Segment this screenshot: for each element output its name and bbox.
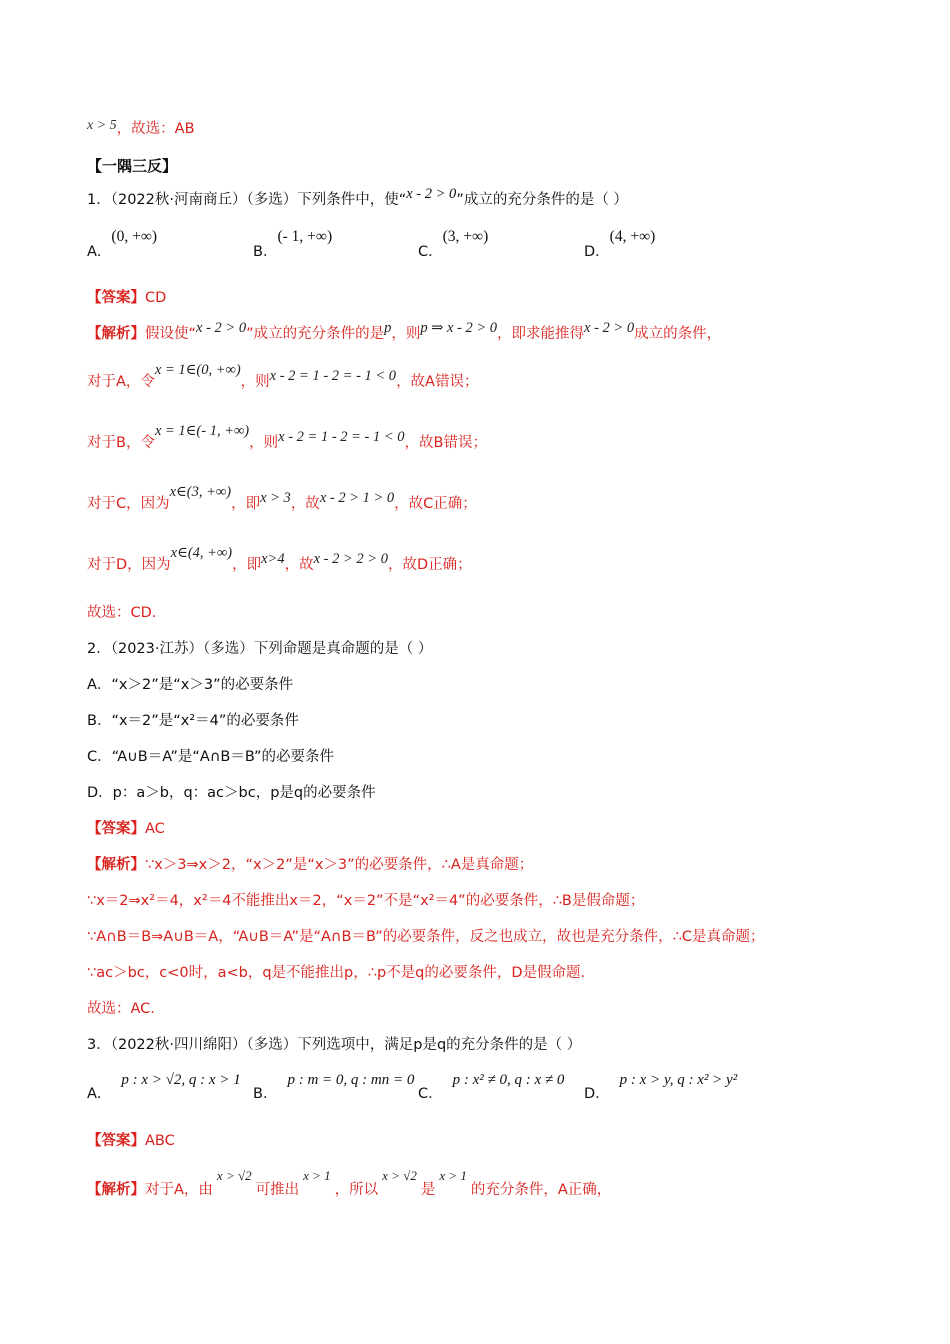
- question-1-analysis-b: 对于B，令x = 1∈(- 1, +∞)，则x - 2 = 1 - 2 = - 1 < 0，故B错误；: [87, 423, 487, 451]
- conclusion-text: ，故选：AB: [116, 121, 195, 137]
- question-1-conclusion: 故选：CD.: [87, 605, 157, 621]
- question-1-analysis-c: 对于C，因为x∈(3, +∞)，即x > 3，故x - 2 > 1 > 0，故C正确；: [87, 484, 477, 512]
- analysis-tag: 【解析】: [87, 857, 145, 873]
- question-1-analysis-d: 对于D，因为x∈(4, +∞)，即x>4，故x - 2 > 2 > 0，故D正确；: [87, 545, 472, 573]
- math-expression: (4, +∞): [609, 228, 656, 245]
- question-2-analysis-line-4: ∵ac＞bc，c<0时，a<b，q是不能推出p，∴p不是q的必要条件，D是假命题.: [87, 965, 586, 981]
- question-1-analysis-a: 对于A，令x = 1∈(0, +∞)，则x - 2 = 1 - 2 = - 1 < 0，故A错误；: [87, 362, 479, 390]
- answer-value: AC: [145, 821, 165, 837]
- option-b: B．p : m = 0, q : mn = 0: [253, 1072, 415, 1102]
- question-2-analysis-line-1: 【解析】∵x＞3⇒x＞2，“x＞2”是“x＞3”的必要条件，∴A是真命题；: [87, 857, 534, 873]
- question-2-option-d: D．p：a＞b，q：ac＞bc，p是q的必要条件: [87, 785, 376, 801]
- math-expression: p : x > √2, q : x > 1: [121, 1072, 241, 1088]
- question-2-option-a: A．“x＞2”是“x＞3”的必要条件: [87, 677, 294, 693]
- question-3-answer: [87, 1129, 175, 1150]
- math-expression: x - 2 > 0: [196, 320, 247, 336]
- answer-tag: 【答案】: [87, 821, 145, 837]
- question-2-stem: 2．（2023·江苏）（多选）下列命题是真命题的是（ ）: [87, 641, 433, 657]
- question-1-stem: 1．（2022秋·河南商丘）（多选）下列条件中，使“x - 2 > 0”成立的充分条件的是（ ）: [87, 186, 628, 208]
- analysis-tag: 【解析】: [87, 1182, 145, 1198]
- answer-value: CD: [145, 290, 167, 306]
- option-a: A．p : x > √2, q : x > 1: [87, 1072, 241, 1102]
- option-c: C．p : x² ≠ 0, q : x ≠ 0: [418, 1072, 565, 1102]
- math-expression: p : x > y, q : x² > y²: [619, 1072, 738, 1088]
- question-2-answer: [87, 817, 165, 838]
- option-b: B．(- 1, +∞): [253, 228, 333, 260]
- math-expression: (3, +∞): [442, 228, 489, 245]
- section-title: 【一隅三反】: [87, 157, 178, 175]
- option-d: D．(4, +∞): [584, 228, 656, 260]
- math-expression: p : m = 0, q : mn = 0: [287, 1072, 415, 1088]
- question-2-option-c: C．“A∪B＝A”是“A∩B＝B”的必要条件: [87, 749, 335, 765]
- question-2-analysis-line-3: ∵A∩B＝B⇒A∪B＝A，“A∪B＝A”是“A∩B＝B”的必要条件，反之也成立，故也是充分条件，∴C是真命题；: [87, 929, 765, 945]
- previous-conclusion-line: [87, 117, 195, 138]
- question-1-analysis-line-1: 【解析】假设使“x - 2 > 0”成立的充分条件的是p，则p ⇒ x - 2 > 0，即求能推得x - 2 > 0成立的条件，: [87, 320, 722, 342]
- question-3-analysis-line-1: 【解析】对于A，由x > √2可推出x > 1，所以x > √2是x > 1的充分条件，A正确，: [87, 1168, 612, 1198]
- answer-tag: 【答案】: [87, 1133, 145, 1149]
- option-a: A．(0, +∞): [87, 228, 158, 260]
- math-expression: x > 5: [87, 118, 117, 133]
- question-2-analysis-line-2: ∵x＝2⇒x²＝4，x²＝4不能推出x＝2，“x＝2”不是“x²＝4”的必要条件，∴B是假命题；: [87, 893, 645, 909]
- question-2-option-b: B．“x＝2”是“x²＝4”的必要条件: [87, 713, 299, 729]
- question-2-conclusion: 故选：AC.: [87, 1001, 155, 1017]
- answer-tag: 【答案】: [87, 290, 145, 306]
- math-expression: (0, +∞): [111, 228, 158, 245]
- math-expression: x - 2 > 0: [406, 186, 457, 202]
- option-d: D．p : x > y, q : x² > y²: [584, 1072, 738, 1102]
- math-expression: (- 1, +∞): [277, 228, 333, 245]
- math-expression: p : x² ≠ 0, q : x ≠ 0: [452, 1072, 565, 1088]
- answer-value: ABC: [145, 1133, 175, 1149]
- analysis-tag: 【解析】: [87, 326, 145, 342]
- question-1-answer: [87, 286, 166, 307]
- option-c: C．(3, +∞): [418, 228, 489, 260]
- question-3-stem: 3．（2022秋·四川绵阳）（多选）下列选项中，满足p是q的充分条件的是（ ）: [87, 1037, 582, 1053]
